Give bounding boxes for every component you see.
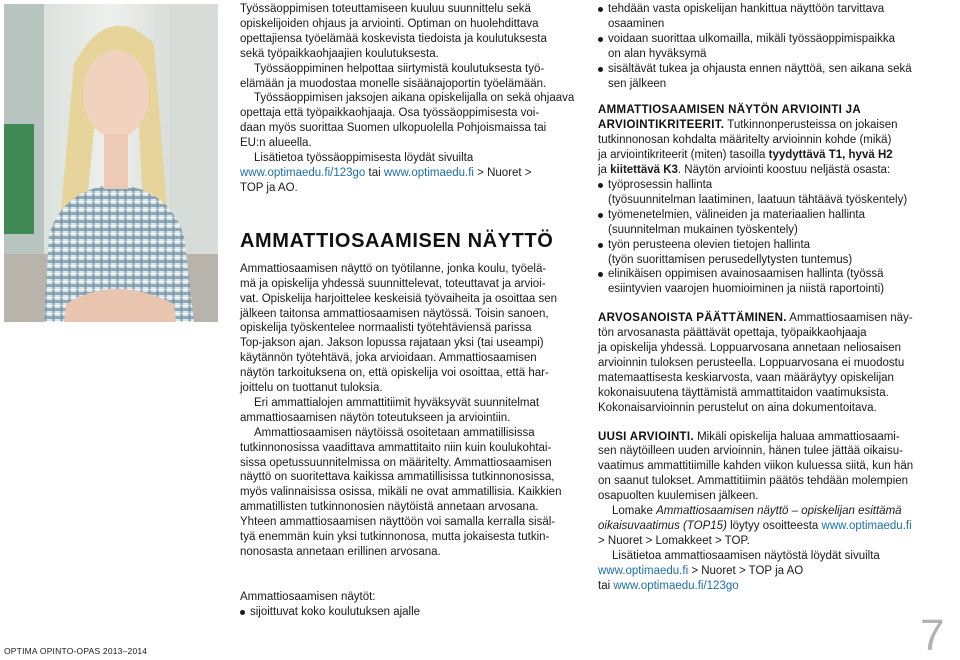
- paragraph-form: Lomake Ammattiosaamisen näyttö – opiskelijan esittämä oikaisuvaatimus (TOP15) löytyy osoitteesta www.optimaedu.fi > Nuoret > Lomakkeet > TOP.: [598, 505, 912, 547]
- paragraph-supervisors: [240, 91, 580, 151]
- column-left: [240, 2, 580, 620]
- list-title: Ammattiosaamisen näytöt:: [240, 590, 376, 603]
- list-item: voidaan suorittaa ulkomailla, mikäli työssäoppimispaikka on alan hyväksymä: [598, 32, 943, 62]
- page-footer: OPTIMA OPINTO-OPAS 2013–2014: [4, 646, 148, 656]
- paragraph-transition: [240, 62, 580, 92]
- link-optimaedu-123go[interactable]: www.optimaedu.fi/123go: [613, 579, 739, 592]
- page-number: 7: [920, 611, 945, 660]
- paragraph-reassessment: UUSI ARVIOINTI. Mikäli opiskelija haluaa ammattiosaami- sen näytöilleen uuden arvioinnin, hänen tulee jättää oikaisu- vaatimus ammattitiimille kahden viikon kuluessa siitä, kun hän on saanut tulokset. Ammattitiimin päätös tehdään molempien osapuolten kuulemisen jälkeen.: [598, 430, 914, 503]
- demonstration-list: [240, 605, 580, 620]
- student-portrait-illustration: [4, 4, 218, 322]
- paragraph-assessment-criteria: AMMATTIOSAAMISEN NÄYTÖN ARVIOINTI JA ARVIOINTIKRITEERIT. Tutkinnonperusteissa on jokaisen tutkinnonosan kohdalta määritelty arvioinnin kohde (mikä) ja arviointikriteerit (miten) tasoilla tyydyttävä T1, hyvä H2 ja kiitettävä K3. Näytön arviointi koostuu neljästä osasta:: [598, 104, 898, 177]
- list-item: elinikäisen oppimisen avainosaamisen hallinta (työssä esiintyvien vaarojen huomioiminen ja niistä raportointi): [598, 267, 943, 297]
- text-line: opettaja että työpaikkaohjaaja. Osa työssäoppimisesta voi-: [240, 107, 540, 120]
- text-line: EU:n alueella.: [240, 137, 312, 150]
- subheading-reassessment: UUSI ARVIOINTI.: [598, 430, 694, 443]
- text-line: elämään ja muodostaa monelle sisäänajoportin työelämään.: [240, 77, 547, 90]
- text-line: opiskelijoiden ohjaus ja arviointi. Optiman on huolehdittava: [240, 17, 539, 30]
- list-item: työn perusteena olevien tietojen hallinta (työn suorittamisen perusedellytysten tuntemus): [598, 238, 943, 268]
- text-line: Työssäoppiminen helpottaa siirtymistä koulutuksesta työ-: [254, 62, 545, 75]
- text-line: Lisätietoa työssäoppimisesta löydät sivuilta: [254, 152, 474, 165]
- paragraph-more-info-2: Lisätietoa ammattiosaamisen näytöstä löydät sivuilta www.optimaedu.fi > Nuoret > TOP ja AO tai www.optimaedu.fi/123go: [598, 549, 880, 592]
- text-line: Työssäoppimisen toteuttamiseen kuuluu suunnittelu sekä: [240, 3, 531, 15]
- paragraph-grading: Ammattiosaamisen näytöissä osoitetaan ammatillisissa tutkinnonosissa vaadittava ammattitaito niin kuin koulukohtai- sissa opetussuunnitelmissa on määritelty. Ammattiosaamisen näyttö on suoritettava kaikissa ammatillisissa tutkinnonosissa, myös valinnaisissa osissa, mikäli ne ovat ammatillisia. Kaikkien ammatillisten tutkinnonosien näytöistä annetaan arvosana. Yhteen ammattiosaamisen näyttöön voi samalla kerralla sisäl- tyä enemmän kuin yksi tutkinnonosa, mutta jokaisesta tutkin- nonosasta annetaan erillinen arvosana.: [240, 426, 562, 558]
- link-optimaedu[interactable]: www.optimaedu.fi: [383, 166, 474, 179]
- paragraph-demonstration: Ammattiosaamisen näyttö on työtilanne, jonka koulu, työelä- mä ja opiskelija yhdessä suunnittelevat, toteuttavat ja arvioi- vat. Opiskelija harjoittelee keskeisiä työvaiheita ja osoittaa sen jälkeen taitonsa ammattiosaamisen näytössä. Toisin sanoen, opiskelija työskentelee normaalisti työtehtäviensä parissa Top-jakson ajan. Jakson lopussa rajataan yksi (tai useampi) käytännön työtehtävä, joka arvioidaan. Ammattiosaamisen näytön tarkoituksena on, että opiskelija voi osoittaa, että har- joittelu on tuottanut tuloksia.: [240, 262, 558, 395]
- link-optimaedu[interactable]: www.optimaedu.fi: [598, 564, 689, 577]
- assessment-areas-list: [598, 178, 943, 297]
- text-line: TOP ja AO.: [240, 181, 298, 194]
- subheading-grades: ARVOSANOISTA PÄÄTTÄMINEN.: [598, 312, 787, 325]
- paragraph-more-info: Lisätietoa työssäoppimisesta löydät sivuilta www.optimaedu.fi/123go tai www.optimaedu.fi > Nuoret > TOP ja AO.: [240, 152, 532, 194]
- text-line: Työssäoppimisen jaksojen aikana opiskelijalla on sekä ohjaava: [254, 92, 575, 105]
- column-right: [598, 2, 943, 594]
- link-optimaedu-123go[interactable]: www.optimaedu.fi/123go: [240, 166, 366, 179]
- list-item: sijoittuvat koko koulutuksen ajalle: [240, 605, 580, 620]
- text-line: opettajiensa työelämää koskevista tiedoista ja koulutuksesta: [240, 32, 547, 45]
- paragraph-teams: Eri ammattialojen ammattitiimit hyväksyvät suunnitelmat ammattiosaamisen näytön toteutukseen ja arviointiin.: [240, 396, 540, 424]
- list-item: työmenetelmien, välineiden ja materiaalien hallinta (suunnitelman mukainen työskentely): [598, 208, 943, 238]
- list-item: sisältävät tukea ja ohjausta ennen näyttöä, sen aikana sekä sen jälkeen: [598, 62, 943, 92]
- section-heading: AMMATTIOSAAMISEN NÄYTTÖ: [240, 229, 554, 252]
- demonstration-list-continued: [598, 2, 943, 91]
- intro-paragraph: [240, 2, 580, 62]
- list-item: tehdään vasta opiskelijan hankittua näyttöön tarvittava osaaminen: [598, 2, 943, 32]
- list-item: työprosessin hallinta (työsuunnitelman laatiminen, laatuun tähtäävä työskentely): [598, 178, 943, 208]
- link-optimaedu[interactable]: www.optimaedu.fi: [821, 520, 912, 532]
- paragraph-grade-decision: ARVOSANOISTA PÄÄTTÄMINEN. Ammattiosaamisen näy- tön arvosanasta päättävät opettaja, työpaikkaohjaaja ja opiskelija yhdessä. Loppuarvosana annetaan neliosaisen arvioinnin tuloksen perusteella. Loppuarvosana ei muodostu matemaattisesta keskiarvosta, vaan määräytyy opiskelijan kokonaisuutena täyttämistä ammattitaidon vaatimuksista. Kokonaisarvioinnin perustelut on aina dokumentoitava.: [598, 312, 913, 414]
- subheading-assessment-2: ARVIOINTIKRITEERIT.: [598, 119, 725, 132]
- student-photo: [4, 4, 218, 322]
- subheading-assessment: AMMATTIOSAAMISEN NÄYTÖN ARVIOINTI JA: [598, 104, 861, 117]
- text-line: sekä työpaikkaohjaajien koulutuksesta.: [240, 47, 439, 60]
- text-line: daan myös suorittaa Suomen ulkopuolella Pohjoismaissa tai: [240, 122, 547, 135]
